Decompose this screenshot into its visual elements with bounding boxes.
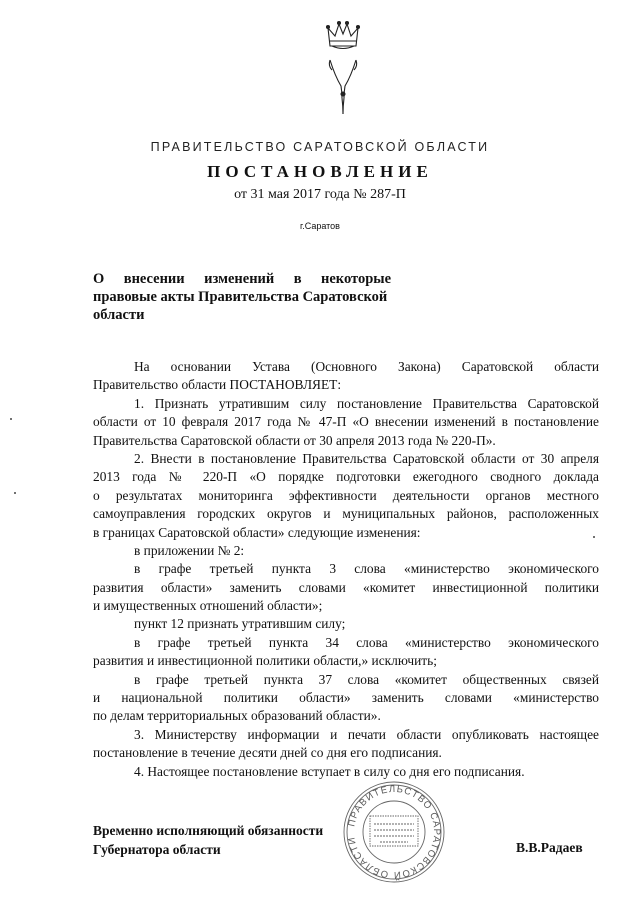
body-line: в приложении № 2:	[134, 542, 245, 558]
body-line: 3. Министерству информации и печати области опубликовать настоящее	[134, 726, 599, 742]
body-line: развития и инвестиционной политики области,» исключить;	[93, 653, 437, 669]
government-name: ПРАВИТЕЛЬСТВО САРАТОВСКОЙ ОБЛАСТИ	[150, 140, 490, 154]
stamp-ring-text: ПРАВИТЕЛЬСТВО САРАТОВСКОЙ ОБЛАСТИ	[346, 783, 443, 881]
signatory-name: В.В.Радаев	[516, 840, 583, 855]
subject-line-3: области	[93, 307, 145, 323]
document-date-number: от 31 мая 2017 года № 287-П	[234, 187, 406, 202]
body-line: 2013 года № 220-П «О порядке подготовки ежегодного сводного доклада	[93, 469, 599, 485]
body-line: о результатах мониторинга эффективности деятельности органов местного	[93, 487, 599, 503]
body-line: 2. Внести в постановление Правительства Саратовской области от 30 апреля	[134, 450, 599, 466]
document-body	[93, 358, 599, 781]
subject-word: в	[293, 271, 302, 287]
official-stamp	[340, 778, 448, 886]
body-line: и имущественных отношений области»;	[93, 598, 323, 614]
signatory-position	[93, 821, 323, 859]
body-line: в границах Саратовской области» следующие изменения:	[93, 524, 421, 540]
body-line: в графе третьей пункта 3 слова «министерство экономического	[134, 561, 599, 577]
subject-word: изменений	[204, 271, 275, 287]
body-line: и национальной политики области» заменить словами «министерство	[93, 690, 599, 706]
body-line: в графе третьей пункта 34 слова «министерство экономического	[134, 634, 599, 650]
body-line: 4. Настоящее постановление вступает в силу со дня его подписания.	[134, 763, 525, 779]
body-line: Правительство области ПОСТАНОВЛЯЕТ:	[93, 377, 342, 393]
subject-word: некоторые	[321, 271, 392, 287]
subject-line-2: правовые акты Правительства Саратовской	[93, 289, 388, 305]
scan-speck	[10, 418, 12, 420]
subject-word: О	[93, 271, 105, 287]
body-line: На основании Устава (Основного Закона) Саратовской области	[134, 359, 599, 374]
coat-of-arms-icon	[320, 18, 366, 118]
subject-word: внесении	[123, 271, 185, 287]
signatory-position-line-1: Временно исполняющий обязанности	[93, 823, 324, 838]
document-city: г.Саратов	[300, 221, 340, 231]
body-line: постановление в течение десяти дней со дня его подписания.	[93, 745, 442, 761]
body-line: 1. Признать утратившим силу постановление Правительства Саратовской	[134, 395, 599, 411]
subject-line-1	[93, 270, 391, 288]
body-line: в графе третьей пункта 37 слова «комитет общественных связей	[134, 671, 599, 687]
signatory-position-line-2: Губернатора области	[93, 842, 221, 857]
scan-speck	[593, 536, 595, 538]
body-line: области от 10 февраля 2017 года № 47-П «О внесении изменений в постановление	[93, 414, 599, 430]
body-line: по делам территориальных образований области».	[93, 708, 381, 724]
scan-speck	[14, 492, 16, 494]
document-type-title: ПОСТАНОВЛЕНИЕ	[207, 162, 433, 181]
document-subject	[93, 270, 391, 324]
body-line: развития области» заменить словами «комитет инвестиционной политики	[93, 579, 599, 595]
body-line: пункт 12 признать утратившим силу;	[134, 616, 346, 632]
body-line: Правительства Саратовской области от 30 апреля 2013 года № 220-П».	[93, 432, 496, 448]
body-line: самоуправления городских округов и муниципальных районов, расположенных	[93, 506, 599, 522]
